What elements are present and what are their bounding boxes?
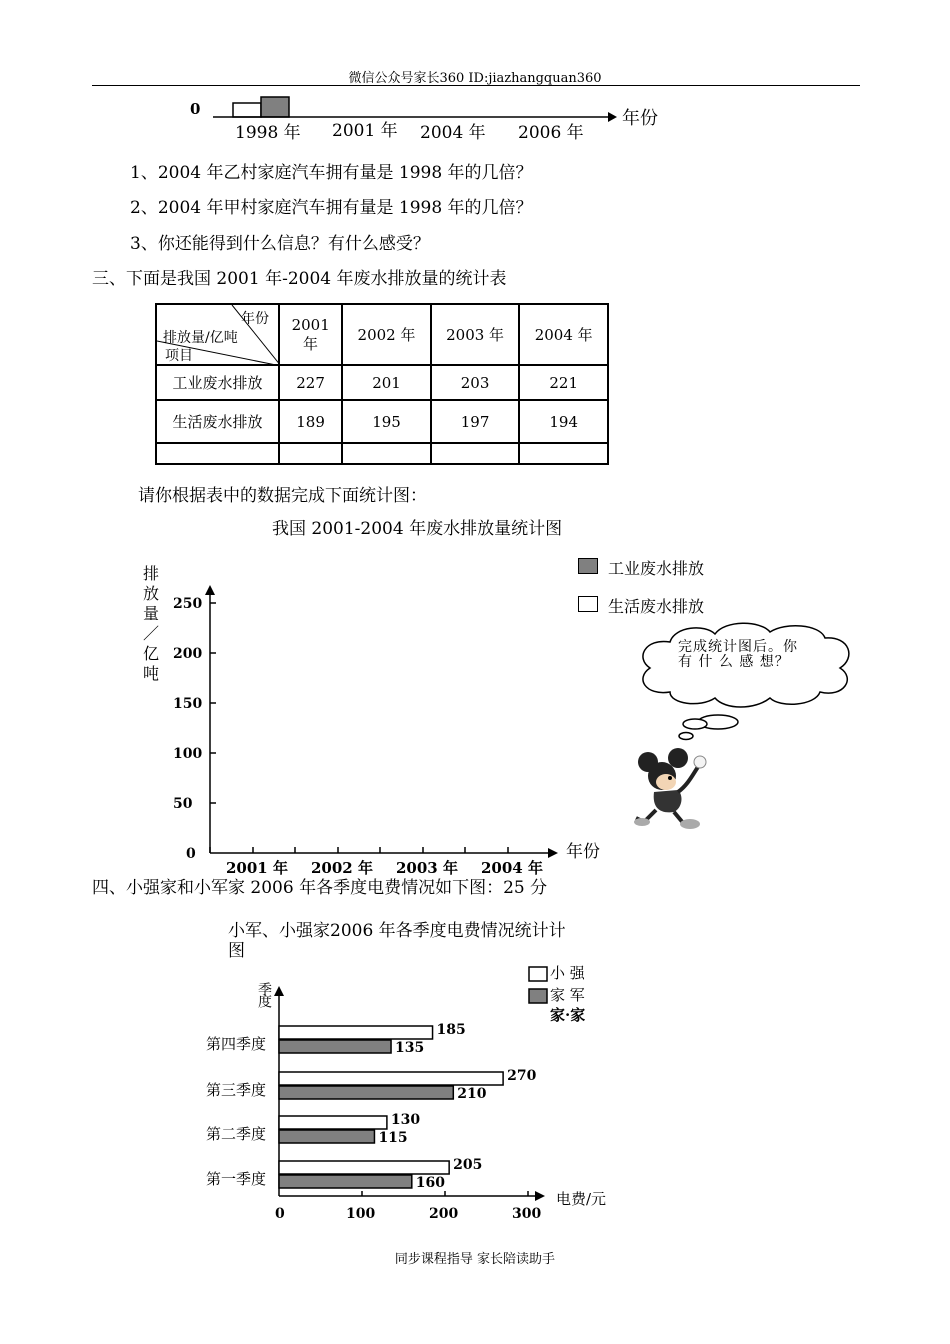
wastewater-y-arrow xyxy=(205,585,215,595)
question-3: 3、你还能得到什么信息？有什么感受？ xyxy=(130,234,430,254)
x-tick-label: 200 xyxy=(429,1206,459,1222)
top-bar-dark xyxy=(261,97,289,117)
data-label-xiaojun: 115 xyxy=(378,1130,408,1146)
table-cell: 201 xyxy=(342,365,431,400)
data-label-xiaojun: 160 xyxy=(415,1175,446,1191)
electricity-y-axis-label: 季度 xyxy=(256,982,272,1006)
table-cell: 194 xyxy=(519,400,608,443)
wastewater-chart-title: 我国 2001-2004 年废水排放量统计图 xyxy=(272,519,563,539)
mickey-illustration xyxy=(634,748,714,830)
y-tick-label: 0 xyxy=(186,846,196,862)
y-tick-label: 150 xyxy=(173,696,203,712)
section-3-title: 三、下面是我国 2001 年-2004 年废水排放量的统计表 xyxy=(92,269,507,289)
legend-label-top: 小 强 xyxy=(550,964,585,982)
table-cell: 195 xyxy=(342,400,431,443)
x-tick-label: 2002 年 xyxy=(311,859,373,877)
thought-bubble-text: 完成统计图后。你 有 什 么 感 想？ xyxy=(678,639,798,670)
top-x-label-1: 2001 年 xyxy=(332,121,398,141)
legend-swatch-xiaoqiang xyxy=(529,967,547,981)
x-tick-label: 2004 年 xyxy=(481,859,543,877)
x-tick-label: 0 xyxy=(275,1206,285,1222)
table-row xyxy=(156,365,608,400)
table-cell: 221 xyxy=(519,365,608,400)
legend-label-domestic: 生活废水排放 xyxy=(608,597,705,616)
table-header-2003: 2003 年 xyxy=(431,304,520,365)
data-label-xiaoqiang: 270 xyxy=(507,1068,537,1084)
category-label: 第一季度 xyxy=(206,1170,267,1188)
wastewater-x-axis-label: 年份 xyxy=(566,842,600,862)
data-label-xiaoqiang: 185 xyxy=(436,1022,466,1038)
data-label-xiaoqiang: 205 xyxy=(453,1157,483,1173)
bar-xiaoqiang xyxy=(279,1026,433,1039)
wastewater-x-arrow xyxy=(548,848,558,858)
legend-label-side: 家·家 xyxy=(550,1006,586,1024)
corner-label-year: 年份 xyxy=(241,311,269,327)
wastewater-table xyxy=(155,303,609,465)
bar-xiaojun xyxy=(279,1130,374,1143)
data-label-xiaojun: 135 xyxy=(395,1040,425,1056)
page-footer: 同步课程指导 家长陪读助手 xyxy=(394,1252,556,1267)
bar-xiaojun xyxy=(279,1040,391,1053)
table-header-2002: 2002 年 xyxy=(342,304,431,365)
table-header-2001: 2001 年 xyxy=(279,304,342,365)
top-x-label-0: 1998 年 xyxy=(235,123,301,143)
table-cell: 197 xyxy=(431,400,520,443)
data-label-xiaojun: 210 xyxy=(457,1086,487,1102)
electricity-x-axis-label: 电费/元 xyxy=(556,1190,607,1208)
legend-label-industrial: 工业废水排放 xyxy=(608,559,705,578)
top-bar-light xyxy=(233,103,261,117)
electricity-y-arrow xyxy=(274,986,284,996)
bar-xiaoqiang xyxy=(279,1116,387,1129)
page-header: 微信公众号家长360 ID:jiazhangquan360 xyxy=(348,71,602,86)
top-x-label-2: 2004 年 xyxy=(420,123,486,143)
legend-label-bottom: 家 军 xyxy=(550,986,585,1004)
category-label: 第二季度 xyxy=(206,1125,267,1143)
y-tick-label: 200 xyxy=(173,646,203,662)
corner-label-item: 项目 xyxy=(165,348,193,364)
bar-xiaojun xyxy=(279,1175,412,1188)
x-tick-label: 2003 年 xyxy=(396,859,458,877)
y-tick-label: 250 xyxy=(173,596,203,612)
row-label-domestic: 生活废水排放 xyxy=(156,400,279,443)
category-label: 第三季度 xyxy=(206,1081,267,1099)
electricity-chart xyxy=(190,960,630,1228)
x-tick-label: 100 xyxy=(346,1206,376,1222)
data-label-xiaoqiang: 130 xyxy=(390,1112,421,1128)
table-cell: 189 xyxy=(279,400,342,443)
table-corner-cell xyxy=(156,304,279,365)
legend-swatch-domestic xyxy=(578,596,598,612)
table-cell: 227 xyxy=(279,365,342,400)
section-4-title: 四、小强家和小军家 2006 年各季度电费情况如下图：25 分 xyxy=(92,878,548,898)
corner-label-unit: 排放量/亿吨 xyxy=(163,330,238,346)
table-cell: 203 xyxy=(431,365,520,400)
wastewater-chart xyxy=(140,555,620,880)
y-tick-label: 50 xyxy=(173,796,193,812)
category-label: 第四季度 xyxy=(206,1035,267,1053)
top-x-axis-label: 年份 xyxy=(622,108,658,129)
y-tick-label: 100 xyxy=(173,746,203,762)
electricity-chart-title: 小军、小强家2006 年各季度电费情况统计计图 xyxy=(228,921,566,961)
bar-xiaojun xyxy=(279,1086,453,1099)
bar-xiaoqiang xyxy=(279,1072,503,1085)
legend-swatch-industrial xyxy=(578,558,598,574)
section-3-instruction: 请你根据表中的数据完成下面统计图： xyxy=(138,486,427,506)
row-label-industrial: 工业废水排放 xyxy=(156,365,279,400)
top-x-arrow xyxy=(608,112,617,122)
wastewater-y-axis-label: 排放量／亿吨 xyxy=(140,565,160,685)
electricity-x-arrow xyxy=(535,1191,545,1201)
x-tick-label: 300 xyxy=(512,1206,542,1222)
top-x-label-3: 2006 年 xyxy=(518,123,584,143)
top-partial-chart xyxy=(180,90,680,146)
table-row xyxy=(156,400,608,443)
header-divider xyxy=(92,85,860,86)
x-tick-label: 2001 年 xyxy=(226,859,288,877)
table-header-2004: 2004 年 xyxy=(519,304,608,365)
table-row-empty xyxy=(156,443,608,464)
thought-bubble xyxy=(630,618,860,748)
question-1: 1、2004 年乙村家庭汽车拥有量是 1998 年的几倍？ xyxy=(130,163,533,183)
legend-swatch-xiaojun xyxy=(529,989,547,1003)
question-2: 2、2004 年甲村家庭汽车拥有量是 1998 年的几倍？ xyxy=(130,198,533,218)
top-zero-label: 0 xyxy=(190,100,201,118)
bar-xiaoqiang xyxy=(279,1161,449,1174)
